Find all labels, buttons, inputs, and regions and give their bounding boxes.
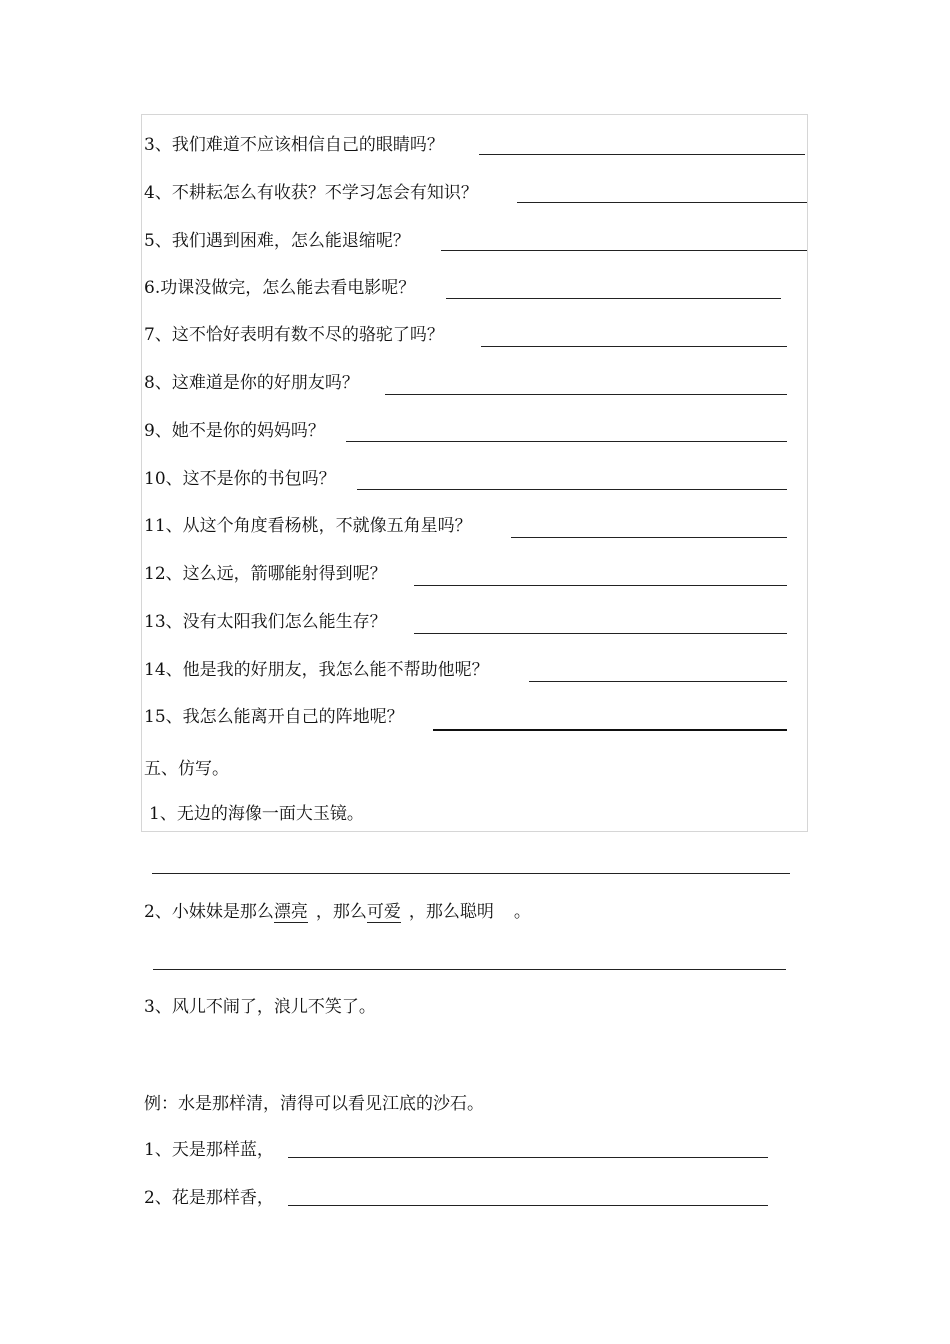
answer-blank-7[interactable]: [481, 346, 787, 347]
answer-blank-example-1[interactable]: [288, 1157, 768, 1158]
answer-blank-11[interactable]: [511, 537, 787, 538]
question-11: 11、从这个角度看杨桃，不就像五角星吗？: [144, 516, 472, 536]
question-15: 15、我怎么能离开自己的阵地呢？: [144, 707, 404, 727]
answer-blank-10[interactable]: [357, 489, 787, 490]
answer-blank-5[interactable]: [441, 250, 807, 251]
question-6: 6.功课没做完，怎么能去看电影呢？: [144, 278, 416, 298]
underlined-word-keai: 可爱: [366, 902, 401, 922]
answer-blank-4[interactable]: [517, 202, 807, 203]
question-5: 5、我们遇到困难，怎么能退缩呢？: [144, 231, 410, 251]
imitation-item-2-prefix: 2、小妹妹是那么: [144, 902, 274, 922]
question-8: 8、这难道是你的好朋友吗？: [144, 373, 359, 393]
answer-blank-12[interactable]: [414, 585, 787, 586]
imitation-item-2: [144, 902, 531, 923]
answer-blank-13[interactable]: [414, 633, 787, 634]
example-sentence: 例：水是那样清，清得可以看见江底的沙石。: [144, 1094, 484, 1114]
imitation-item-3: 3、风儿不闹了，浪儿不笑了。: [144, 997, 376, 1017]
underlined-word-piaoliang: 漂亮: [273, 902, 308, 922]
imitation-item-1: 1、无边的海像一面大玉镜。: [149, 804, 364, 824]
example-item-2: 2、花是那样香，: [144, 1188, 274, 1208]
question-13: 13、没有太阳我们怎么能生存？: [144, 612, 387, 632]
answer-blank-15[interactable]: [433, 729, 787, 731]
answer-blank-8[interactable]: [385, 394, 787, 395]
imitation-item-2-end: 。: [513, 902, 531, 922]
question-7: 7、这不恰好表明有数不尽的骆驼了吗？: [144, 325, 444, 345]
question-14: 14、他是我的好朋友，我怎么能不帮助他呢？: [144, 660, 489, 680]
answer-blank-example-2[interactable]: [288, 1205, 768, 1206]
imitation-item-2-mid2: ，那么聪明: [408, 902, 494, 922]
question-10: 10、这不是你的书包吗？: [144, 469, 336, 489]
section-five-heading: 五、仿写。: [144, 759, 229, 779]
question-4: 4、不耕耘怎么有收获？不学习怎会有知识？: [144, 183, 478, 203]
example-item-1: 1、天是那样蓝，: [144, 1140, 274, 1160]
question-9: 9、她不是你的妈妈吗？: [144, 421, 325, 441]
question-12: 12、这么远，箭哪能射得到呢？: [144, 564, 387, 584]
question-3: 3、我们难道不应该相信自己的眼睛吗？: [144, 135, 444, 155]
answer-blank-imitation-2[interactable]: [153, 969, 786, 970]
answer-blank-14[interactable]: [529, 681, 787, 682]
imitation-item-2-mid1: ，那么: [315, 902, 367, 922]
answer-blank-3[interactable]: [479, 154, 805, 155]
answer-blank-imitation-1[interactable]: [152, 873, 790, 874]
answer-blank-6[interactable]: [446, 298, 781, 299]
answer-blank-9[interactable]: [346, 441, 787, 442]
